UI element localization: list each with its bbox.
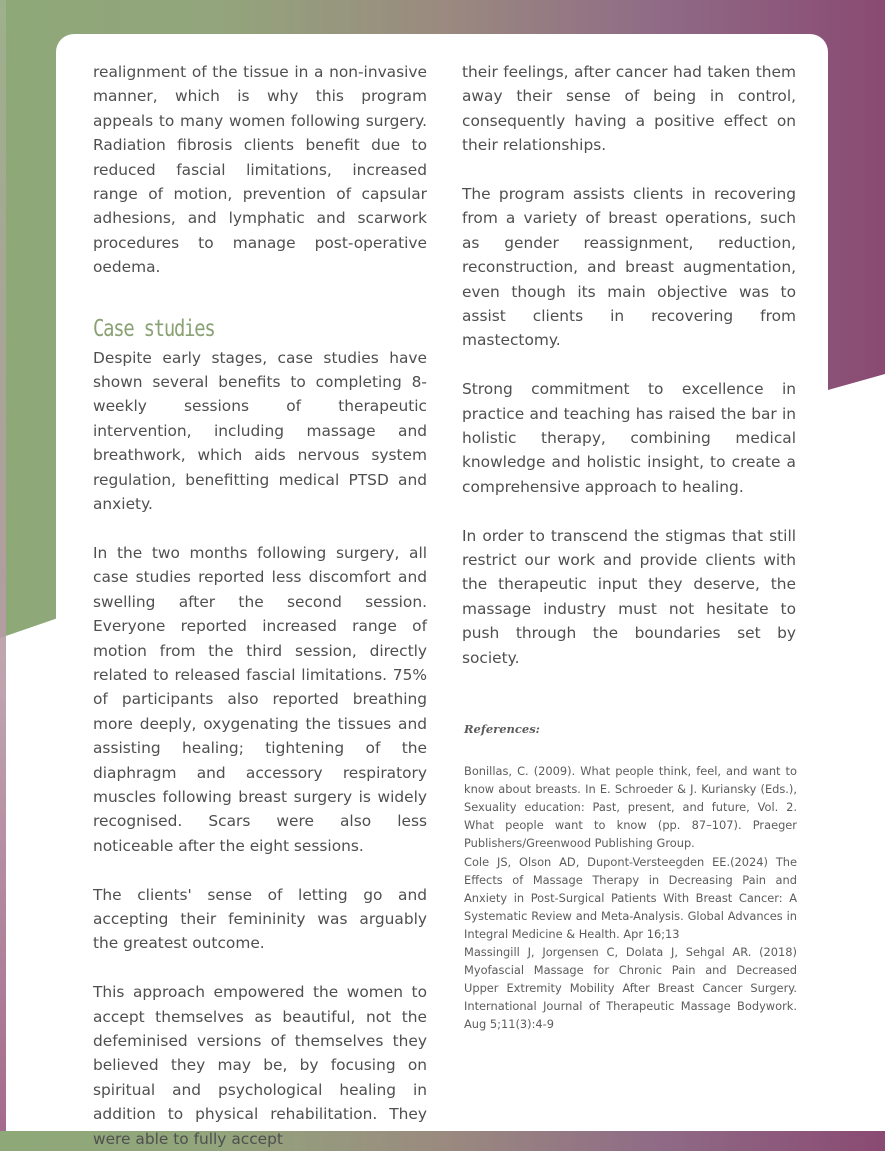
references-title: References: xyxy=(464,722,540,736)
case-studies-paragraph-3: The clients' sense of letting go and accepting their femininity was arguably the greatest outcome. xyxy=(93,885,427,953)
right-paragraph-2: The program assists clients in recovering from a variety of breast operations, such as gender reassignment, reduction, reconstruction, and breast augmentation, even though its main objective was to assist clients in recovering from mastectomy. xyxy=(462,185,796,350)
case-studies-heading: Case studies xyxy=(93,315,215,342)
case-studies-paragraph-1: Despite early stages, case studies have shown several benefits to completing 8-weekly sessions of therapeutic intervention, including massage and breathwork, which aids nervous system regulation, benefitting medical PTSD and anxiety. xyxy=(93,348,427,514)
reference-item: Cole JS, Olson AD, Dupont-Versteegden EE.(2024) The Effects of Massage Therapy in Decreasing Pain and Anxiety in Post-Surgical Patients With Breast Cancer: A Systematic Review and Meta-Analysis. Global Advances in Integral Medicine & Health. Apr 16;13 xyxy=(464,854,797,941)
right-paragraph-4: In order to transcend the stigmas that still restrict our work and provide clients with the therapeutic input they deserve, the massage industry must not hesitate to push through the boundaries set by society. xyxy=(462,526,796,667)
references-section xyxy=(464,720,797,1034)
page-edge-shadow xyxy=(0,0,6,1131)
case-studies-paragraph-2: In the two months following surgery, all case studies reported less discomfort and swelling after the second session. Everyone reported increased range of motion from the third session, directly related to released fascial limitations. 75% of participants also reported breathing more deeply, oxygenating the tissues and assisting healing; tightening of the diaphragm and accessory respiratory muscles following breast surgery is widely recognised. Scars were also less noticeable after the eight sessions. xyxy=(93,543,427,855)
reference-item: Bonillas, C. (2009). What people think, feel, and want to know about breasts. In E. Schroeder & J. Kuriansky (Eds.), Sexuality education: Past, present, and future, Vol. 2. What people want to know (pp. 87–107). Praeger Publishers/Greenwood Publishing Group. xyxy=(464,764,797,851)
intro-paragraph: realignment of the tissue in a non-invasive manner, which is why this program appeals to many women following surgery. Radiation fibrosis clients benefit due to reduced fascial limitations, increased range of motion, prevention of capsular adhesions, and lymphatic and scarwork procedures to manage post-operative oedema. xyxy=(93,63,427,277)
right-column xyxy=(462,60,796,670)
right-paragraph-3: Strong commitment to excellence in practice and teaching has raised the bar in holistic therapy, combining medical knowledge and holistic insight, to create a comprehensive approach to healing. xyxy=(462,380,796,496)
case-studies-paragraph-4: This approach empowered the women to accept themselves as beautiful, not the defeminised versions of themselves they believed they may be, by focusing on spiritual and psychological healing in addition to physical rehabilitation. They were able to fully accept xyxy=(93,983,427,1148)
reference-item: Massingill J, Jorgensen C, Dolata J, Sehgal AR. (2018) Myofascial Massage for Chronic Pain and Decreased Upper Extremity Mobility After Breast Cancer Surgery. International Journal of Therapeutic Massage Bodywork. Aug 5;11(3):4-9 xyxy=(464,945,797,1032)
left-column xyxy=(93,60,427,1151)
right-paragraph-1: their feelings, after cancer had taken them away their sense of being in control, consequently having a positive effect on their relationships. xyxy=(462,63,796,155)
